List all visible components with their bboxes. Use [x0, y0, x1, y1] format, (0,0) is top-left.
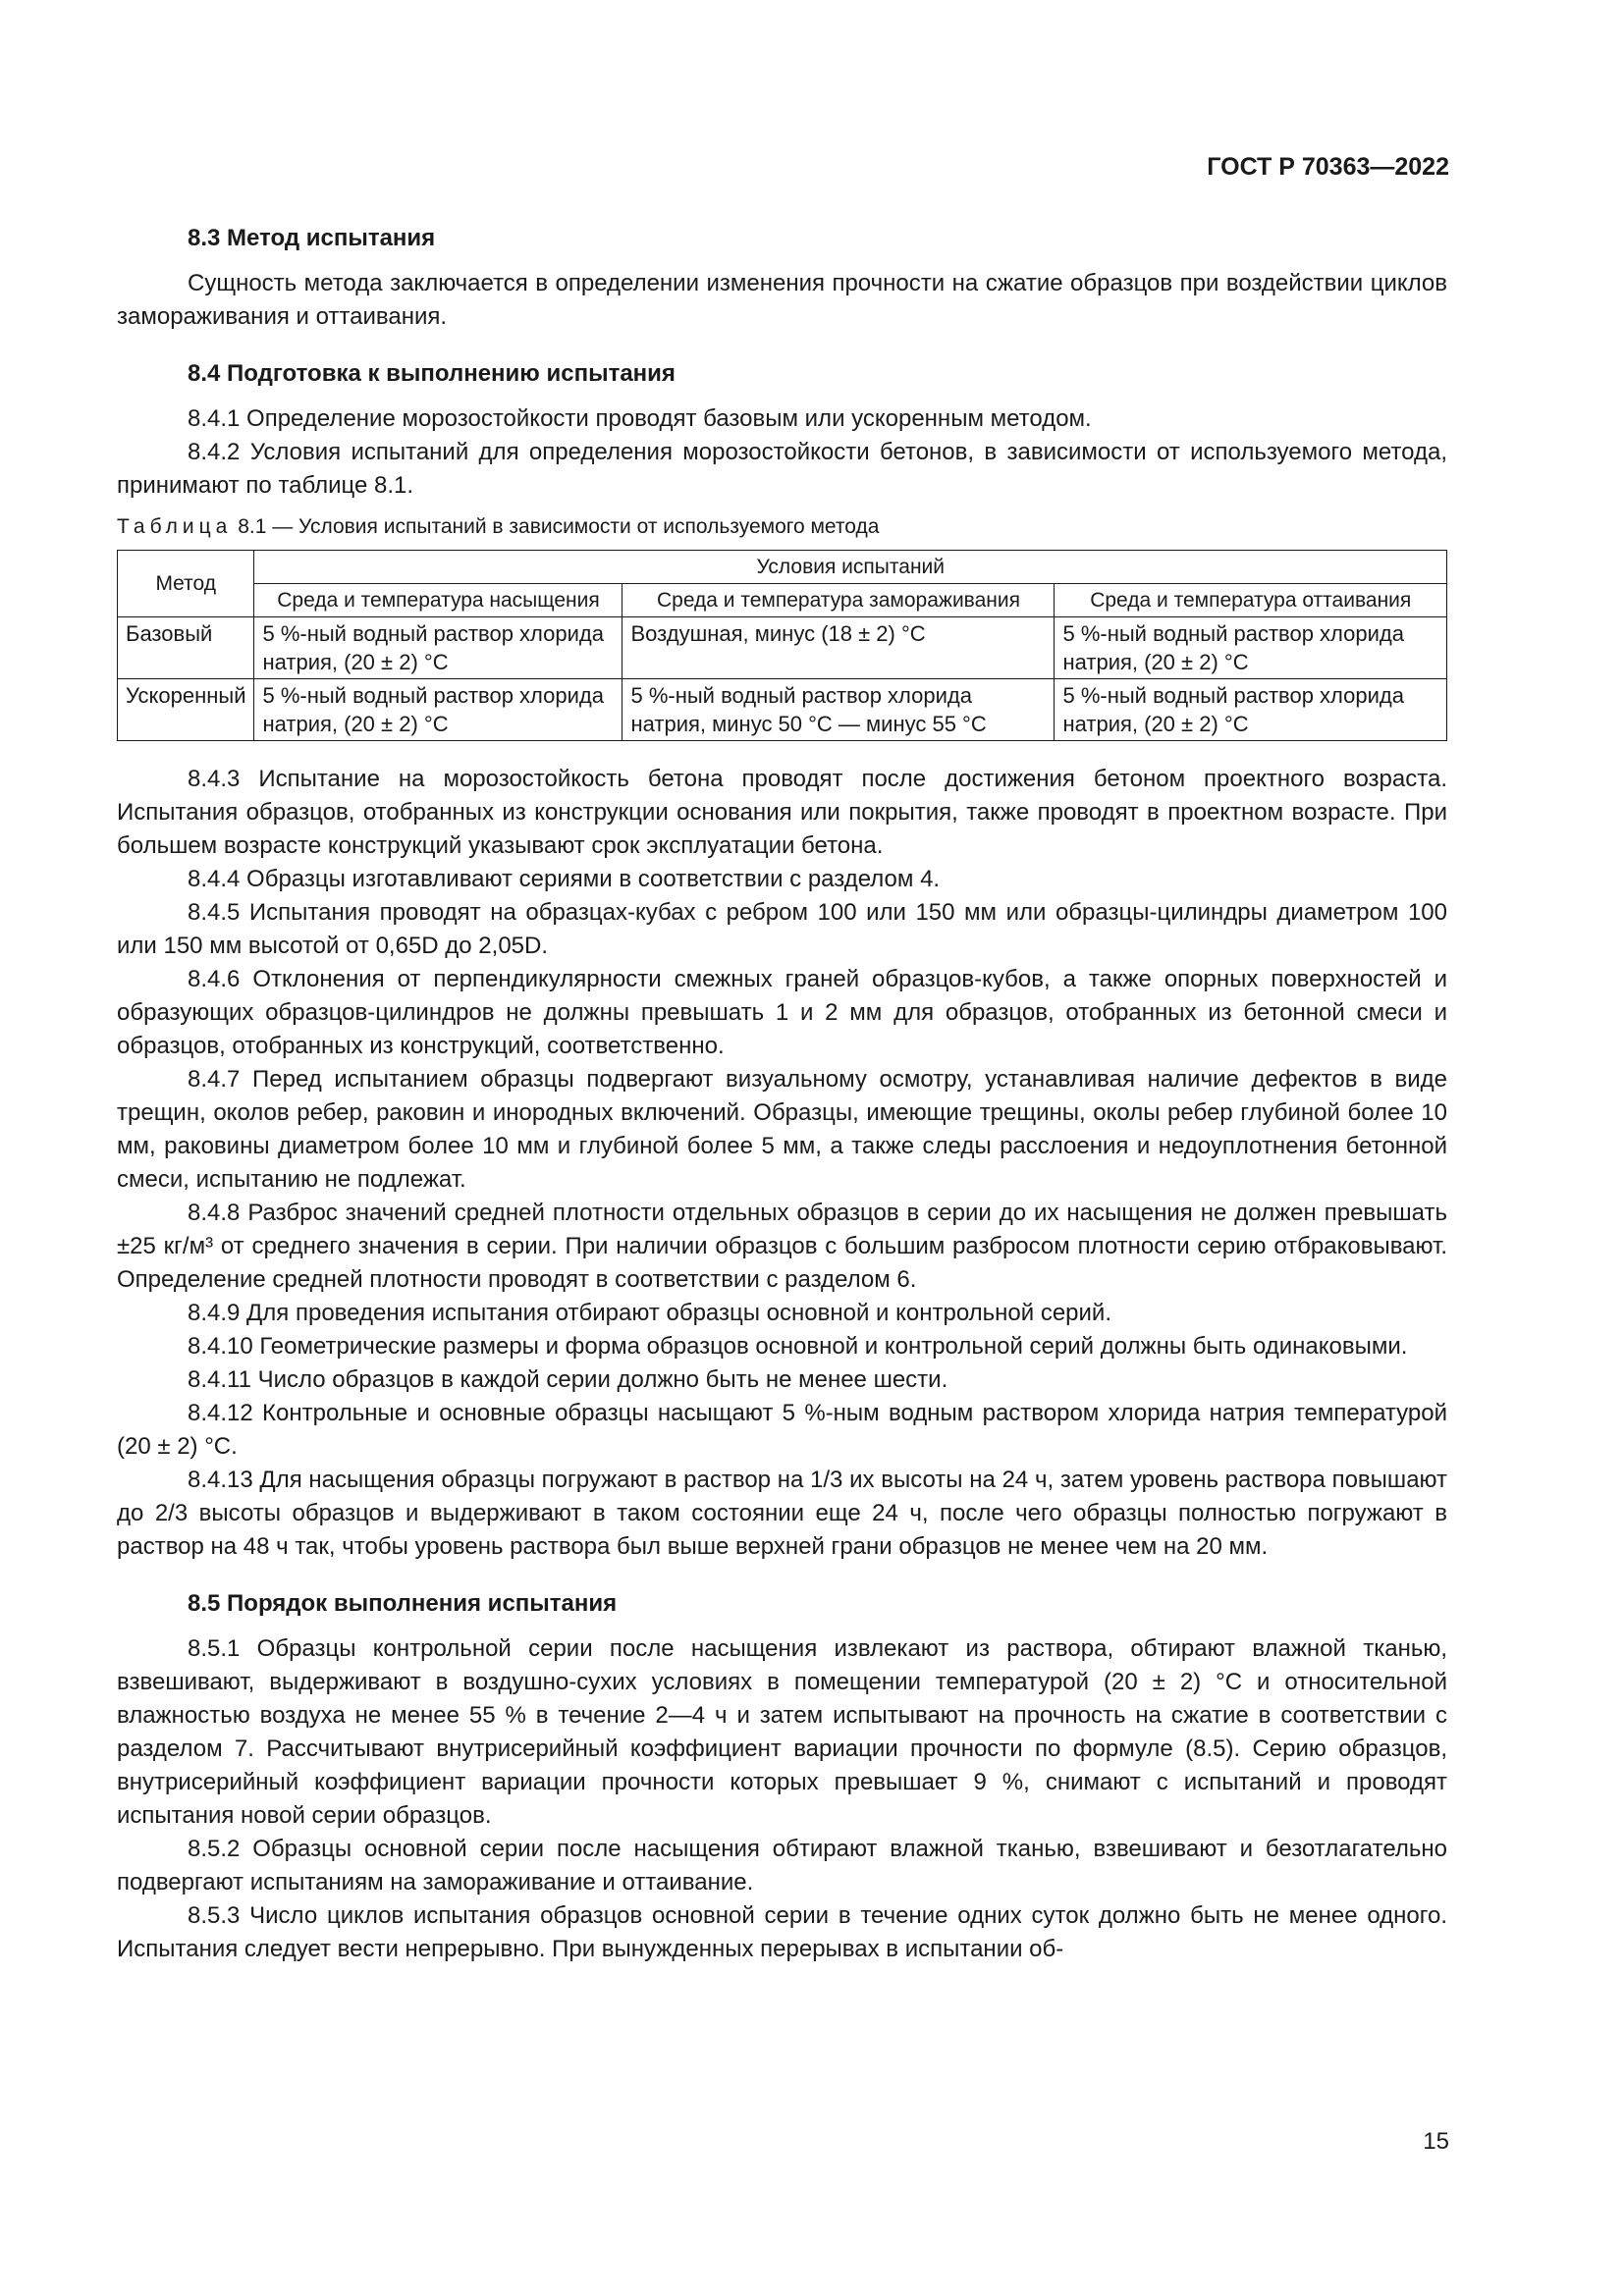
table-cell-saturation: 5 %-ный водный раствор хлорида натрия, (20 ± 2) °С	[254, 617, 623, 679]
table-header-freezing: Среда и температура замораживания	[623, 584, 1055, 617]
section-heading-8-3: 8.3 Метод испытания	[188, 225, 436, 251]
paragraph-8-4-1: 8.4.1 Определение морозостойкости проводят базовым или ускоренным методом.	[188, 405, 1092, 432]
paragraph-8-4-8: 8.4.8 Разброс значений средней плотности отдельных образцов в серии до их насыщения не должен превышать ±25 кг/м³ от среднего значения в серии. При наличии образцов с большим разбросом плотности серию отбраковывают. Определение средней плотности проводят в соответствии с разделом 6.	[117, 1200, 1447, 1293]
paragraph-8-4-7: 8.4.7 Перед испытанием образцы подвергают визуальному осмотру, устанавливая наличие дефектов в виде трещин, околов ребер, раковин и инородных включений. Образцы, имеющие трещины, околы ребер глубиной более 10 мм, раковины диаметром более 10 мм и глубиной более 5 мм, а также следы расслоения и недоуплотнения бетонной смеси, испытанию не подлежат.	[117, 1066, 1447, 1193]
table-cell-freezing: Воздушная, минус (18 ± 2) °С	[623, 617, 1055, 679]
table-caption-label: Таблица	[117, 515, 233, 538]
paragraph-8-4-9: 8.4.9 Для проведения испытания отбирают образцы основной и контрольной серий.	[188, 1300, 1112, 1326]
table-cell-method: Ускоренный	[118, 679, 254, 741]
paragraph-8-5-3: 8.5.3 Число циклов испытания образцов основной серии в течение одних суток должно быть не менее одного. Испытания следует вести непрерывно. При вынужденных перерывах в испытании об-	[117, 1902, 1447, 1962]
paragraph-8-4-3: 8.4.3 Испытание на морозостойкость бетона проводят после достижения бетоном проектного возраста. Испытания образцов, отобранных из конструкции основания или покрытия, также проводят в проектном возрасте. При большем возрасте конструкций указывают срок эксплуатации бетона.	[117, 766, 1447, 859]
standard-header: ГОСТ Р 70363—2022	[1207, 153, 1449, 181]
table-cell-thawing: 5 %-ный водный раствор хлорида натрия, (20 ± 2) °С	[1055, 617, 1447, 679]
table-row	[118, 679, 1447, 741]
paragraph-8-4-11: 8.4.11 Число образцов в каждой серии должно быть не менее шести.	[188, 1366, 948, 1393]
paragraph-8-4-5: 8.4.5 Испытания проводят на образцах-кубах с ребром 100 или 150 мм или образцы-цилиндры диаметром 100 или 150 мм высотой от 0,65D до 2,05D.	[117, 899, 1447, 959]
paragraph-8-4-4: 8.4.4 Образцы изготавливают сериями в соответствии с разделом 4.	[188, 866, 941, 892]
table-header-method: Метод	[118, 551, 254, 617]
section-heading-8-4: 8.4 Подготовка к выполнению испытания	[188, 360, 676, 387]
table-cell-method: Базовый	[118, 617, 254, 679]
paragraph-8-4-6: 8.4.6 Отклонения от перпендикулярности смежных граней образцов-кубов, а также опорных поверхностей и образующих образцов-цилиндров не должны превышать 1 и 2 мм для образцов, отобранных из бетонной смеси и образцов, отобранных из конструкций, соответственно.	[117, 966, 1447, 1059]
section-heading-8-5: 8.5 Порядок выполнения испытания	[188, 1590, 618, 1617]
table-cell-thawing: 5 %-ный водный раствор хлорида натрия, (20 ± 2) °С	[1055, 679, 1447, 741]
table-header-conditions: Условия испытаний	[254, 551, 1447, 584]
table-header-saturation: Среда и температура насыщения	[254, 584, 623, 617]
page-content	[117, 222, 1447, 1966]
paragraph-8-5-1: 8.5.1 Образцы контрольной серии после насыщения извлекают из раствора, обтирают влажной тканью, взвешивают, выдерживают в воздушно-сухих условиях в помещении температурой (20 ± 2) °С и относительной влажностью воздуха не менее 55 % в течение 2—4 ч и затем испытывают на прочность на сжатие в соответствии с разделом 7. Рассчитывают внутрисерийный коэффициент вариации прочности по формуле (8.5). Серию образцов, внутрисерийный коэффициент вариации прочности которых превышает 9 %, снимают с испытаний и проводят испытания новой серии образцов.	[117, 1635, 1447, 1829]
paragraph-8-4-2: 8.4.2 Условия испытаний для определения морозостойкости бетонов, в зависимости от используемого метода, принимают по таблице 8.1.	[117, 439, 1447, 499]
paragraph-8-3: Сущность метода заключается в определении изменения прочности на сжатие образцов при воздействии циклов замораживания и оттаивания.	[117, 270, 1447, 330]
table-caption-text: 8.1 — Условия испытаний в зависимости от используемого метода	[238, 515, 880, 538]
table-header-thawing: Среда и температура оттаивания	[1055, 584, 1447, 617]
table-row	[118, 617, 1447, 679]
paragraph-8-4-12: 8.4.12 Контрольные и основные образцы насыщают 5 %-ным водным раствором хлорида натрия температурой (20 ± 2) °С.	[117, 1400, 1447, 1460]
paragraph-8-4-13: 8.4.13 Для насыщения образцы погружают в раствор на 1/3 их высоты на 24 ч, затем уровень раствора повышают до 2/3 высоты образцов и выдерживают в таком состоянии еще 24 ч, после чего образцы полностью погружают в раствор на 48 ч так, чтобы уровень раствора был выше верхней грани образцов не менее чем на 20 мм.	[117, 1467, 1447, 1560]
table-cell-freezing: 5 %-ный водный раствор хлорида натрия, минус 50 °С — минус 55 °С	[623, 679, 1055, 741]
page-number: 15	[1423, 2128, 1449, 2155]
paragraph-8-4-10: 8.4.10 Геометрические размеры и форма образцов основной и контрольной серий должны быть одинаковыми.	[188, 1333, 1408, 1360]
table-cell-saturation: 5 %-ный водный раствор хлорида натрия, (20 ± 2) °С	[254, 679, 623, 741]
table-caption	[117, 512, 1447, 542]
test-conditions-table	[117, 550, 1447, 741]
paragraph-8-5-2: 8.5.2 Образцы основной серии после насыщения обтирают влажной тканью, взвешивают и безотлагательно подвергают испытаниям на замораживание и оттаивание.	[117, 1836, 1447, 1896]
